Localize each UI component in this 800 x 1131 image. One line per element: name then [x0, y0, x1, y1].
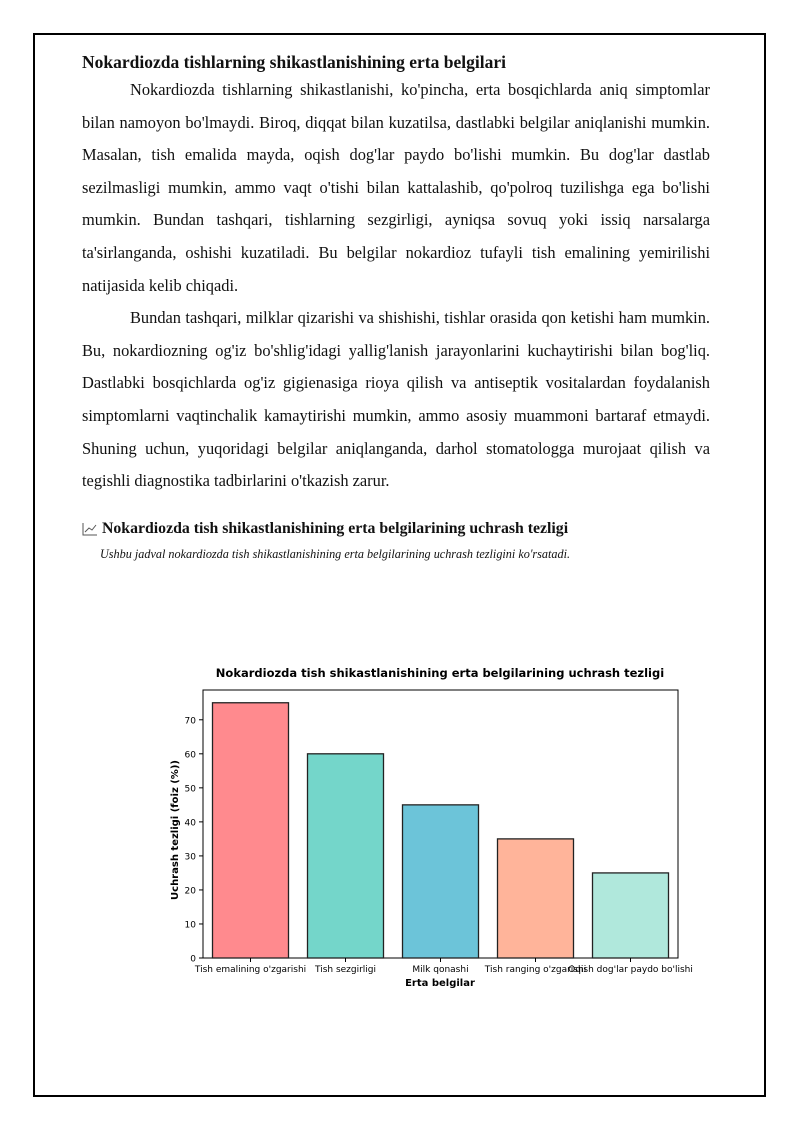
y-tick-label: 50 — [184, 784, 196, 795]
y-tick-label: 40 — [184, 818, 196, 829]
document-content — [82, 50, 710, 563]
y-axis-label: Uchrash tezligi (foiz (%)) — [170, 760, 181, 900]
x-tick-label: Oqish dog'lar paydo bo'lishi — [568, 965, 693, 975]
x-tick-label: Milk qonashi — [412, 965, 469, 975]
chart-svg — [160, 658, 700, 998]
figure-title — [82, 518, 710, 540]
x-tick-label: Tish emalining o'zgarishi — [194, 965, 307, 975]
plot-area — [185, 690, 693, 975]
x-tick-label: Tish sezgirligi — [314, 965, 377, 975]
paragraph-1: Nokardiozda tishlarning shikastlanishi, ko'pincha, erta bosqichlarda aniq simptomlar bilan namoyon bo'lmaydi. Biroq, diqqat bilan kuzatilsa, dastlabki belgilar aniqlanishi mumkin. Masalan, tish emalida mayda, oqish dog'lar paydo bo'lishi mumkin. Bu dog'lar dastlab sezilmasligi mumkin, ammo vaqt o'tishi bilan kattalashib, qo'polroq tuzilishga ega bo'lishi mumkin. Bundan tashqari, tishlarning sezgirligi, ayniqsa sovuq yoki issiq narsalarga ta'sirlanganda, oshishi kuzatiladi. Bu belgilar nokardioz tufayli tish emalining yemirilishi natijasida kelib chiqadi. — [82, 80, 710, 295]
bar — [593, 873, 669, 958]
figure-title-text: Nokardiozda tish shikastlanishining erta belgilarining uchrash tezligi — [102, 519, 569, 537]
y-tick-label: 30 — [184, 852, 196, 863]
y-tick-label: 60 — [184, 750, 196, 761]
x-tick-label: Tish ranging o'zgarishi — [484, 965, 587, 975]
bar — [308, 754, 384, 958]
chart-title: Nokardiozda tish shikastlanishining erta belgilarining uchrash tezligi — [215, 666, 665, 680]
y-tick-label: 10 — [184, 920, 196, 931]
chart-line-icon — [82, 522, 98, 536]
bar — [213, 703, 289, 958]
bar — [403, 805, 479, 958]
y-tick-label: 70 — [184, 716, 196, 727]
paragraph-2: Bundan tashqari, milklar qizarishi va shishishi, tishlar orasida qon ketishi ham mumkin. Bu, nokardiozning og'iz bo'shlig'idagi yallig'lanish jarayonlarini kuchaytirishi bilan bog'liq. Dastlabki bosqichlarda og'iz gigienasiga rioya qilish va antiseptik vositalardan foydalanish simptomlarni vaqtinchalik kamaytirishi mumkin, ammo asosiy muammoni bartaraf etmaydi. Shuning uchun, yuqoridagi belgilar aniqlanganda, darhol stomatologga murojaat qilish va tegishli diagnostika tadbirlarini o'tkazish zarur. — [82, 308, 710, 491]
bar — [498, 839, 574, 958]
figure-caption: Ushbu jadval nokardiozda tish shikastlanishining erta belgilarining uchrash tezligini ko'rsatadi. — [100, 546, 571, 561]
y-tick-label: 20 — [184, 886, 196, 897]
section-heading: Nokardiozda tishlarning shikastlanishining erta belgilari — [82, 52, 506, 72]
bar-chart — [160, 658, 700, 998]
y-tick-label: 0 — [190, 954, 196, 965]
x-axis-label: Erta belgilar — [405, 978, 475, 989]
